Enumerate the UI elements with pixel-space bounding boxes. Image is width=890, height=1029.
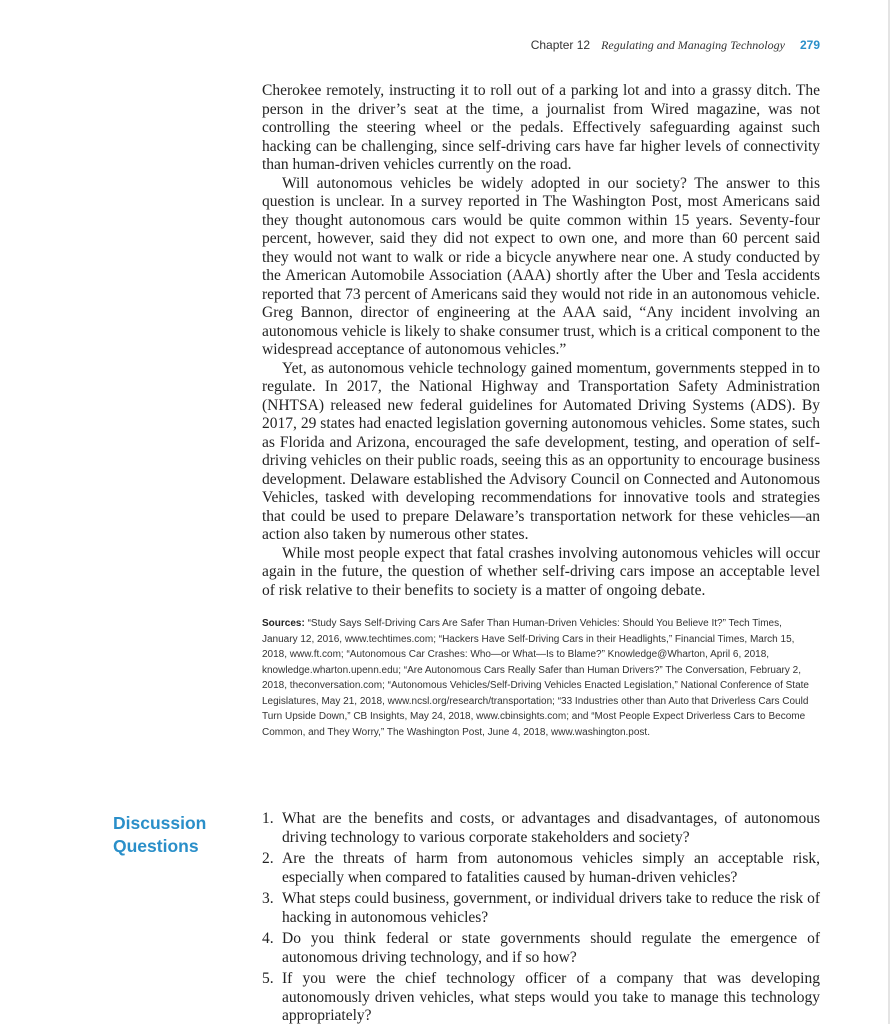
question-item bbox=[262, 810, 820, 847]
paragraph-3: Yet, as autonomous vehicle technology gained momentum, governments stepped in to regulate. In 2017, the National Highway and Transportation Safety Administration (NHTSA) released new federal guidelines for Automated Driving Systems (ADS). By 2017, 29 states had enacted legislation governing autonomous vehicles. Some states, such as Florida and Arizona, encouraged the safe development, testing, and operation of self-driving vehicles on their public roads, seeing this as an opportunity to encourage business development. Delaware established the Advisory Council on Connected and Autonomous Vehicles, tasked with developing recommendations for innovative tools and strategies that could be used to prepare Delaware’s transportation network for these vehicles—an action also taken by numerous other states. bbox=[262, 359, 820, 543]
question-number: 5. bbox=[262, 970, 274, 987]
page-number: 279 bbox=[799, 38, 820, 52]
discussion-heading-line2: Questions bbox=[113, 836, 199, 856]
question-text: What steps could business, government, or individual drivers take to reduce the risk of hacking in autonomous vehicles? bbox=[282, 890, 820, 926]
chapter-label: Chapter 12 bbox=[530, 38, 591, 52]
discussion-heading-line1: Discussion bbox=[113, 813, 207, 833]
discussion-heading bbox=[113, 812, 243, 858]
paragraph-4: While most people expect that fatal crashes involving autonomous vehicles will occur again in the future, the question of whether self-driving cars impose an acceptable level of risk relative to their benefits to society is a matter of ongoing debate. bbox=[262, 544, 820, 599]
chapter-title: Regulating and Managing Technology bbox=[601, 38, 785, 52]
running-header bbox=[531, 38, 820, 53]
question-item bbox=[262, 850, 820, 887]
paragraph-1: Cherokee remotely, instructing it to roll out of a parking lot and into a grassy ditch. The person in the driver’s seat at the time, a journalist from Wired magazine, was not controlling the steering wheel or the pedals. Effectively safeguarding against such hacking can be challenging, since self-driving cars have far higher levels of connectivity than human-driven vehicles currently on the road. bbox=[262, 82, 820, 173]
question-number: 2. bbox=[262, 850, 274, 867]
sources-note bbox=[262, 616, 820, 740]
question-item bbox=[262, 930, 820, 967]
question-text: If you were the chief technology officer of a company that was developing autonomously driven vehicles, what steps would you take to manage this technology appropriately? bbox=[282, 970, 820, 1024]
question-number: 3. bbox=[262, 890, 274, 907]
sources-text: “Study Says Self-Driving Cars Are Safer Than Human-Driven Vehicles: Should You Believe It?” Tech Times, January 12, 2016, www.techtimes.com; “Hackers Have Self-Driving Cars in their Headlights,” Financial Times, March 15, 2018, www.ft.com; “Autonomous Car Crashes: Who—or What—Is to Blame?” Knowledge@Wharton, April 6, 2018, knowledge.wharton.upenn.edu; “Are Autonomous Cars Really Safer than Human Drivers?” The Conversation, February 2, 2018, theconversation.com; “Autonomous Vehicles/Self-Driving Vehicles Enacted Legislation,” National Conference of State Legislatures, May 21, 2018, www.ncsl.org/research/transportation; “33 Industries other than Auto that Driverless Cars Could Turn Upside Down,” CB Insights, May 24, 2018, www.cbinsights.com; and “Most People Expect Driverless Cars to Become Common, and They Worry,” The Washington Post, June 4, 2018, www.washington.post. bbox=[262, 618, 809, 738]
question-text: Do you think federal or state governments should regulate the emergence of autonomous driving technology, and if so how? bbox=[282, 930, 820, 966]
question-number: 4. bbox=[262, 930, 274, 947]
paragraph-2: Will autonomous vehicles be widely adopted in our society? The answer to this question is unclear. In a survey reported in The Washington Post, most Americans said they thought autonomous cars would be quite common within 15 years. Seventy-four percent, however, said they did not expect to own one, and more than 60 percent said they would not want to walk or ride a bicycle anywhere near one. A study conducted by the American Automobile Association (AAA) shortly after the Uber and Tesla accidents reported that 73 percent of Americans said they would not ride in an autonomous vehicle. Greg Bannon, director of engineering at the AAA said, “Any incident involving an autonomous vehicle is likely to shake consumer trust, which is a critical component to the widespread acceptance of autonomous vehicles.” bbox=[262, 174, 820, 358]
discussion-questions bbox=[262, 810, 820, 1029]
case-body-text bbox=[262, 82, 820, 600]
question-text: Are the threats of harm from autonomous vehicles simply an acceptable risk, especially when compared to fatalities caused by human-driven vehicles? bbox=[282, 850, 820, 886]
question-text: What are the benefits and costs, or advantages and disadvantages, of autonomous driving technology to various corporate stakeholders and society? bbox=[282, 810, 820, 846]
question-number: 1. bbox=[262, 810, 274, 827]
sources-label: Sources: bbox=[262, 618, 305, 629]
question-item bbox=[262, 890, 820, 927]
question-item bbox=[262, 970, 820, 1026]
